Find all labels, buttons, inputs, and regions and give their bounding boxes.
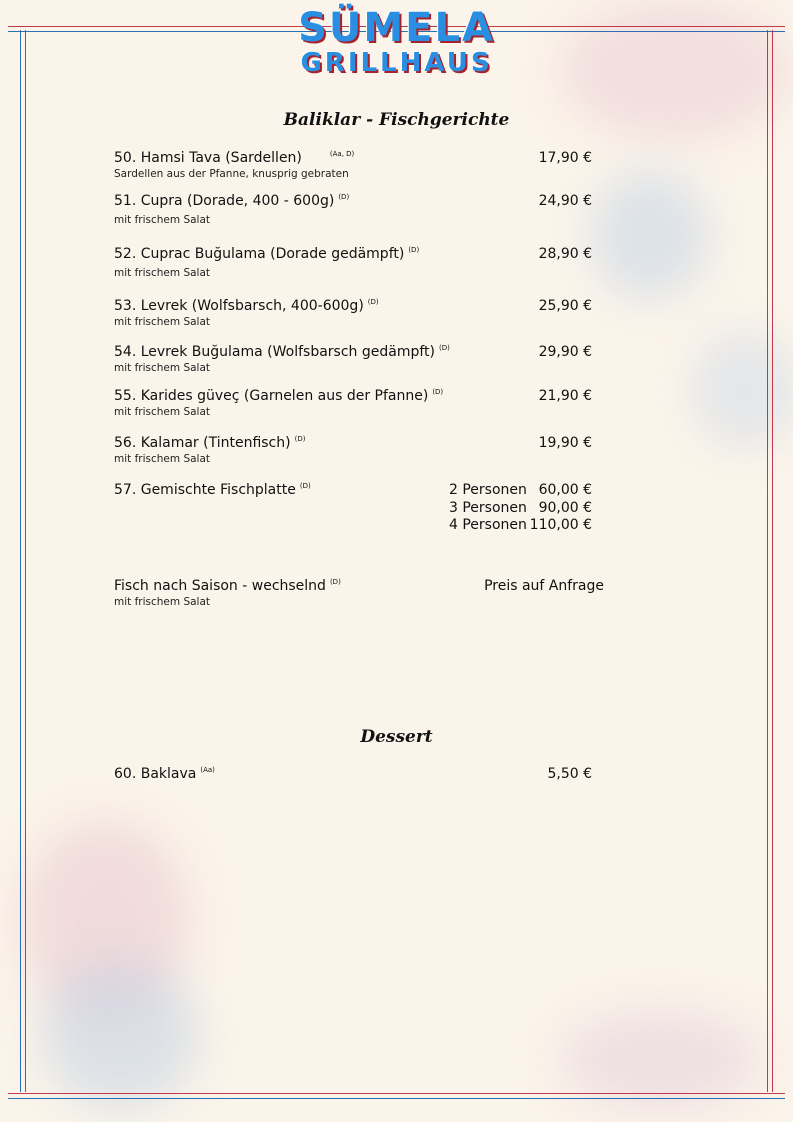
item-name: 57. Gemischte Fischplatte [114, 482, 296, 498]
allergen-code: (D) [408, 246, 420, 255]
frame-right-border [767, 30, 773, 1092]
item-name: 50. Hamsi Tava (Sardellen) [114, 150, 302, 166]
logo-name: SÜMELA [298, 5, 495, 51]
item-price: 19,90 € [538, 435, 592, 451]
watercolor-wash [690, 330, 793, 450]
item-description: mit frischem Salat [114, 596, 211, 608]
item-name: 60. Baklava [114, 766, 197, 782]
logo-subtitle: GRILLHAUS [300, 48, 493, 78]
item-description: mit frischem Salat [114, 267, 211, 279]
item-description: mit frischem Salat [114, 214, 211, 226]
item-description: Sardellen aus der Pfanne, knusprig gebraten [114, 168, 349, 180]
menu-item-platter [114, 482, 311, 498]
item-name: 51. Cupra (Dorade, 400 - 600g) [114, 193, 335, 209]
item-price: Preis auf Anfrage [484, 578, 604, 594]
allergen-code: (Aa, D) [329, 150, 355, 159]
item-description: mit frischem Salat [114, 406, 211, 418]
frame-left-border [20, 30, 26, 1092]
section-title-fish: Baliklar - Fischgerichte [283, 110, 510, 130]
allergen-code: (D) [338, 193, 350, 202]
item-price: 17,90 € [538, 150, 592, 166]
item-name: 54. Levrek Buğulama (Wolfsbarsch gedämpft) [114, 344, 435, 360]
item-description: mit frischem Salat [114, 362, 211, 374]
allergen-code: (D) [438, 344, 450, 353]
item-price: 29,90 € [538, 344, 592, 360]
platter-persons: 2 Personen [449, 482, 527, 498]
item-price: 25,90 € [538, 298, 592, 314]
allergen-code: (D) [432, 388, 444, 397]
allergen-code: (D) [294, 435, 306, 444]
item-price: 24,90 € [538, 193, 592, 209]
restaurant-logo [0, 5, 793, 78]
menu-item [114, 766, 215, 782]
menu-item [114, 344, 450, 374]
platter-price: 110,00 € [529, 517, 592, 533]
menu-item [114, 388, 443, 418]
menu-item [114, 298, 379, 328]
platter-persons: 3 Personen [449, 500, 527, 516]
menu-item [114, 150, 354, 180]
allergen-code: (Aa) [200, 766, 215, 775]
item-name: 53. Levrek (Wolfsbarsch, 400-600g) [114, 298, 364, 314]
item-name: 55. Karides güveç (Garnelen aus der Pfanne) [114, 388, 429, 404]
item-name: 52. Cuprac Buğulama (Dorade gedämpft) [114, 246, 405, 262]
item-name: 56. Kalamar (Tintenfisch) [114, 435, 291, 451]
item-description: mit frischem Salat [114, 453, 211, 465]
item-price: 21,90 € [538, 388, 592, 404]
allergen-code: (D) [367, 298, 379, 307]
item-name: Fisch nach Saison - wechselnd [114, 578, 326, 594]
platter-persons: 4 Personen [449, 517, 527, 533]
frame-bottom-border [8, 1093, 785, 1099]
allergen-code: (D) [299, 482, 311, 491]
platter-price: 60,00 € [538, 482, 592, 498]
watercolor-wash [590, 170, 710, 300]
item-price: 5,50 € [547, 766, 592, 782]
section-title-dessert: Dessert [360, 727, 433, 747]
menu-item [114, 435, 305, 465]
watercolor-wash [40, 960, 200, 1110]
allergen-code: (D) [329, 578, 341, 587]
menu-item [114, 193, 349, 226]
item-price: 28,90 € [538, 246, 592, 262]
item-description: mit frischem Salat [114, 316, 211, 328]
platter-price: 90,00 € [538, 500, 592, 516]
menu-item-seasonal [114, 578, 341, 608]
menu-item [114, 246, 419, 279]
